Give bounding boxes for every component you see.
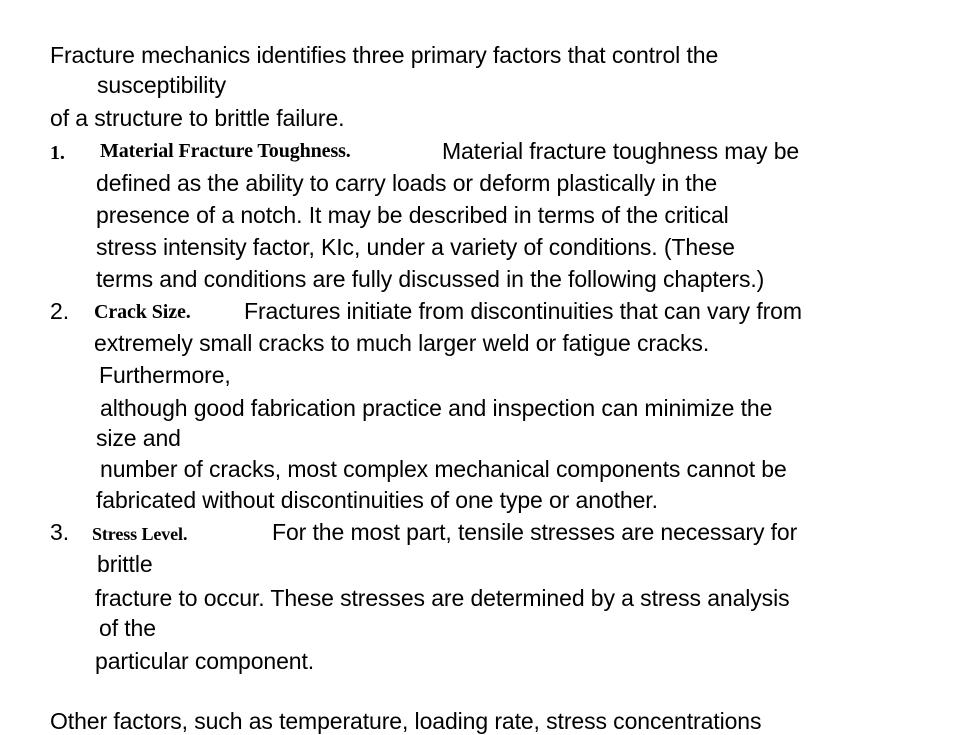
factor-1-first-line <box>50 137 800 167</box>
factor-2-first-line <box>50 297 802 325</box>
factor-3-text-4: of the <box>99 615 156 641</box>
intro-line-2: susceptibility <box>97 72 226 98</box>
factor-2-text-4: although good fabrication practice and inspection can minimize the <box>100 395 773 421</box>
factor-3-first-line <box>50 518 798 546</box>
factor-1-text-4: stress intensity factor, KIc, under a variety of conditions. (These <box>96 234 735 260</box>
factor-1-text-3: presence of a notch. It may be described in terms of the critical <box>96 202 729 228</box>
factor-1-number: 1. <box>50 142 65 164</box>
factor-3-text-3: fracture to occur. These stresses are determined by a stress analysis <box>95 585 790 611</box>
factor-2-text-3: Furthermore, <box>99 362 231 388</box>
factor-2-text-2: extremely small cracks to much larger weld or fatigue cracks. <box>94 330 710 356</box>
factor-1-text-5: terms and conditions are fully discussed in the following chapters.) <box>96 266 765 292</box>
factor-1-text-1: Material fracture toughness may be <box>442 138 800 164</box>
intro-line-3: of a structure to brittle failure. <box>50 105 345 131</box>
factor-2-text-5: size and <box>96 425 181 451</box>
factor-2-text-7: fabricated without discontinuities of one type or another. <box>96 487 658 513</box>
factor-1-text-2: defined as the ability to carry loads or deform plastically in the <box>96 170 718 196</box>
cutoff-line: Other factors, such as temperature, loading rate, stress concentrations <box>50 708 762 734</box>
factor-3-text-2: brittle <box>97 551 153 577</box>
factor-3-text-5: particular component. <box>95 648 315 674</box>
factor-2-heading: Crack Size. <box>94 301 191 323</box>
factor-2-text-6: number of cracks, most complex mechanical components cannot be <box>100 456 787 482</box>
factor-3-number: 3. <box>50 519 69 545</box>
factor-2-number: 2. <box>50 298 69 324</box>
factor-3-heading: Stress Level. <box>92 524 188 544</box>
factor-2-text-1: Fractures initiate from discontinuities that can vary from <box>244 298 802 324</box>
factor-1-heading: Material Fracture Toughness. <box>100 140 351 162</box>
intro-line-1: Fracture mechanics identifies three primary factors that control the <box>50 42 719 68</box>
factor-3-text-1: For the most part, tensile stresses are necessary for <box>272 519 798 545</box>
